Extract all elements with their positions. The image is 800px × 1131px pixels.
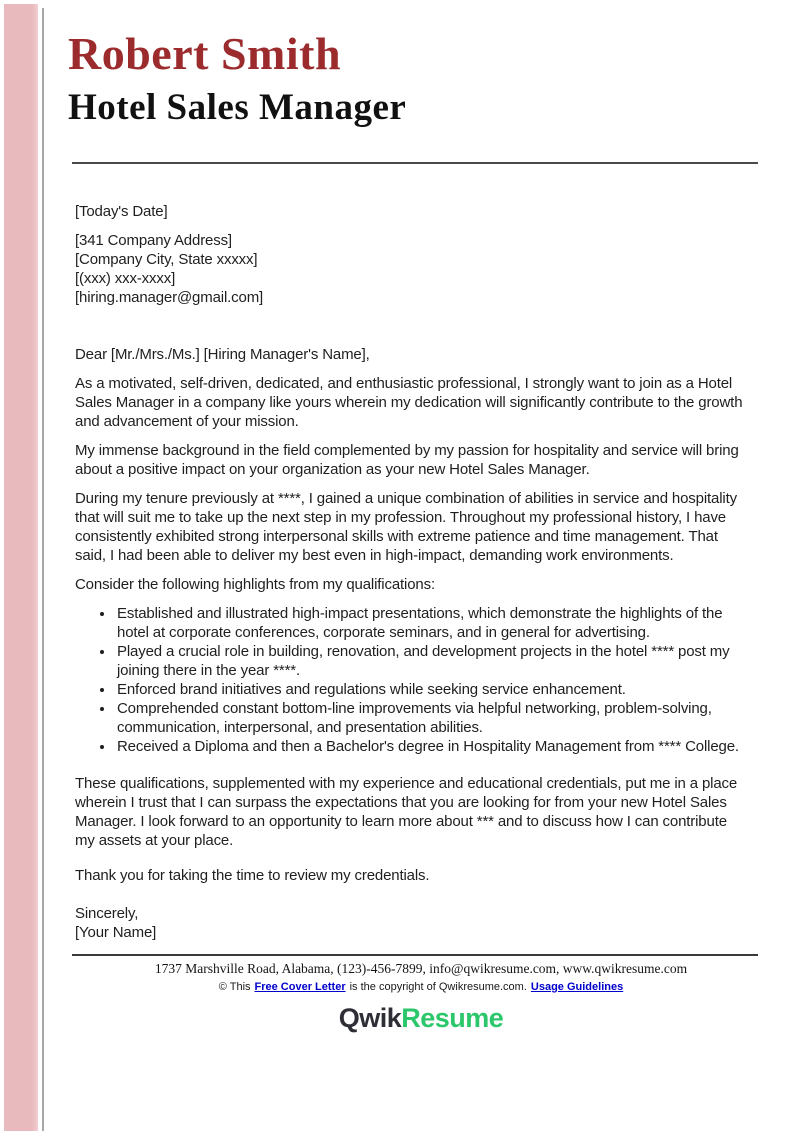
logo-resume-text: Resume bbox=[401, 1002, 504, 1033]
header-divider bbox=[72, 162, 758, 164]
date-line: [Today's Date] bbox=[75, 202, 168, 220]
signoff-block bbox=[75, 904, 747, 942]
left-accent-stripe bbox=[4, 4, 38, 1131]
footer-contact-line: 1737 Marshville Road, Alabama, (123)-456-7899, info@qwikresume.com, www.qwikresume.com bbox=[154, 960, 688, 976]
highlight-item: • Played a crucial role in building, renovation, and development projects in the hotel **** post my joining there in the year ****. bbox=[115, 642, 747, 680]
page-content bbox=[68, 0, 767, 1034]
salutation: Dear [Mr./Mrs./Ms.] [Hiring Manager's Name], bbox=[75, 345, 370, 363]
page-footer bbox=[75, 954, 767, 1034]
footer-divider bbox=[72, 954, 758, 956]
address-line: [Company City, State xxxxx] bbox=[75, 250, 258, 268]
thanks-line: Thank you for taking the time to review my credentials. bbox=[75, 866, 430, 884]
left-accent-line bbox=[42, 8, 44, 1131]
highlight-item: • Comprehended constant bottom-line improvements via helpful networking, problem-solving, communication, interpersonal, and presentation abilities. bbox=[115, 699, 747, 737]
qwikresume-logo bbox=[75, 1003, 767, 1034]
highlight-item: • Received a Diploma and then a Bachelor's degree in Hospitality Management from **** College. bbox=[115, 737, 747, 756]
address-block bbox=[75, 231, 747, 307]
copyright-line bbox=[75, 981, 767, 993]
paragraph-background: My immense background in the field complemented by my passion for hospitality and service will bring about a positive impact on your organization as your new Hotel Sales Manager. bbox=[75, 441, 739, 478]
letter-body bbox=[75, 202, 747, 942]
copyright-middle: is the copyright of Qwikresume.com. bbox=[349, 980, 527, 993]
address-line: [(xxx) xxx-xxxx] bbox=[75, 269, 176, 287]
usage-guidelines-link[interactable]: Usage Guidelines bbox=[530, 980, 624, 993]
free-cover-letter-link[interactable]: Free Cover Letter bbox=[254, 980, 346, 993]
copyright-prefix: © This bbox=[218, 980, 251, 993]
address-line: [hiring.manager@gmail.com] bbox=[75, 288, 264, 306]
candidate-name: Robert Smith bbox=[68, 28, 342, 79]
highlights-intro: Consider the following highlights from my qualifications: bbox=[75, 575, 435, 593]
closing-paragraph: These qualifications, supplemented with my experience and educational credentials, put me in a place wherein I trust that I can surpass the expectations that you are looking for from your new Hotel Sales Manager. I look forward to an opportunity to learn more about *** and to discuss how I can contribute my assets at your place. bbox=[75, 774, 738, 849]
signature-placeholder: [Your Name] bbox=[75, 923, 157, 941]
paragraph-intro: As a motivated, self-driven, dedicated, and enthusiastic professional, I strongly want to join as a Hotel Sales Manager in a company like yours wherein my dedication will significantly contribute to the growth and advancement of your mission. bbox=[75, 374, 743, 430]
highlight-item: • Enforced brand initiatives and regulations while seeking service enhancement. bbox=[115, 680, 747, 699]
signoff: Sincerely, bbox=[75, 904, 139, 922]
job-title: Hotel Sales Manager bbox=[68, 87, 407, 129]
address-line: [341 Company Address] bbox=[75, 231, 232, 249]
paragraph-tenure: During my tenure previously at ****, I gained a unique combination of abilities in service and hospitality that will suit me to take up the next step in my profession. Throughout my professional history, I have consistently exhibited strong interpersonal skills with extreme patience and time management. That said, I had been able to deliver my best even in high-impact, demanding work environments. bbox=[75, 489, 737, 564]
highlight-item: • Established and illustrated high-impact presentations, which demonstrate the highlights of the hotel at corporate conferences, corporate seminars, and in general for advertising. bbox=[115, 604, 747, 642]
highlights-list bbox=[75, 604, 747, 756]
logo-qwik-text: Qwik bbox=[338, 1002, 402, 1033]
